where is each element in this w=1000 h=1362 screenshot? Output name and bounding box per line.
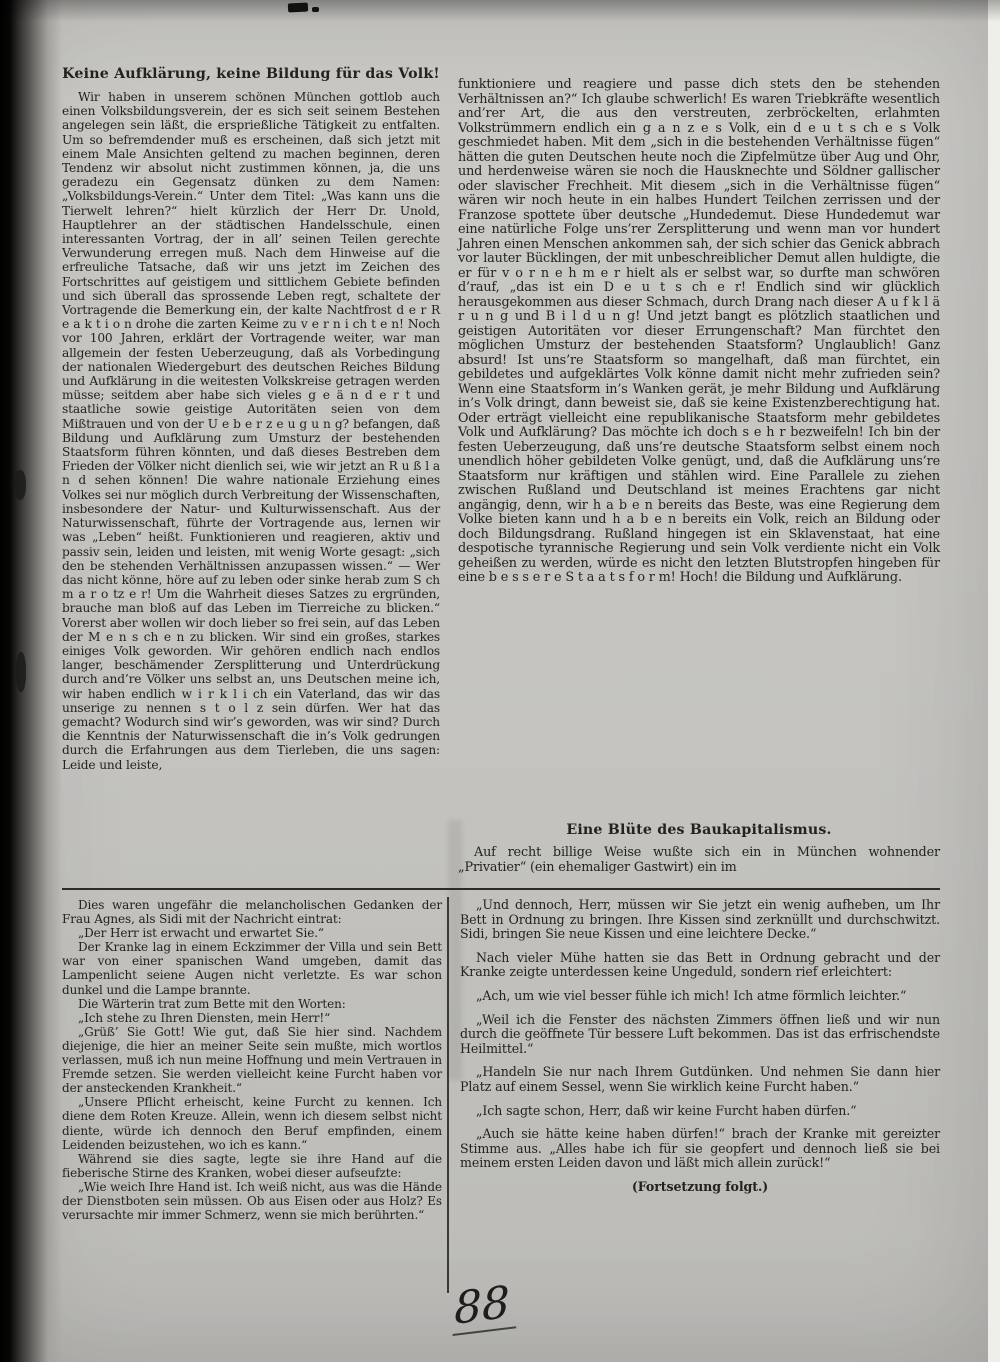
- serial-paragraph: „Ich sagte schon, Herr, daß wir keine Furcht haben dürfen.“: [476, 1102, 857, 1118]
- ink-speck: [288, 2, 308, 12]
- serial-paragraph: „Auch sie hätte keine haben dürfen!“ brach der Kranke mit gereizter Stimme aus. „Alles habe ich für sie geopfert und dennoch ließ sie bei meinem ersten Leiden davon und läßt mich allein zurück!“: [460, 1126, 940, 1171]
- serial-paragraph: Die Wärterin trat zum Bette mit den Worten:: [78, 996, 346, 1011]
- serial-paragraph: „Und dennoch, Herr, müssen wir Sie jetzt ein wenig aufheben, um Ihr Bett in Ordnung zu bringen. Ihre Kissen sind zerknüllt und durchschwitzt. Sidi, bringen Sie neue Kissen und eine leichtere Decke.“: [460, 897, 940, 942]
- second-article-title: Eine Blüte des Baukapitalismus.: [566, 822, 832, 838]
- serial-paragraph: „Unsere Pflicht erheischt, keine Furcht zu kennen. Ich diene dem Roten Kreuze. Allein, wenn ich diesem selbst nicht diente, würde ich dennoch den Beruf empfinden, einem Leidenden beizustehen, wo ich es kann.“: [62, 1095, 442, 1152]
- serial-paragraph: Der Kranke lag in einem Eckzimmer der Villa und sein Bett war von einer spanischen Wand umgeben, damit das Lampenlicht seiene Augen nicht verletzte. Es war schon dunkel und die Lampe brannte.: [62, 940, 442, 997]
- binding-blot: [14, 470, 26, 500]
- column-divider-rule: [447, 897, 449, 1293]
- serial-paragraph: Dies waren ungefähr die melancholischen Gedanken der Frau Agnes, als Sidi mit der Nachricht eintrat:: [62, 898, 442, 927]
- page-right-edge: [988, 0, 1000, 1362]
- scan-top-shadow: [0, 0, 1000, 22]
- serial-paragraph: „Ich stehe zu Ihren Diensten, mein Herr!“: [78, 1010, 331, 1025]
- serial-paragraph: „Handeln Sie nur nach Ihrem Gutdünken. Und nehmen Sie dann hier Platz auf einem Sessel, wenn Sie wirklich keine Furcht haben.“: [460, 1064, 940, 1094]
- lead-article-column-1: Wir haben in unserem schönen München gottlob auch einen Volksbildungsverein, der es sich seit seinem Bestehen angelegen sein läßt, die ersprießliche Tätigkeit zu entfalten. Um so befremdender muß es erscheinen, daß sich jetzt mit einem Male Ansichten geltend zu machen beginnen, deren Tendenz wir absolut nicht zustimmen können, ja, die uns geradezu ein Gegensatz dünken zu dem Namen: „Volksbildungs-Verein.“ Unter dem Titel: „Was kann uns die Tierwelt lehren?“ hielt kürzlich der Herr Dr. Unold, Hauptlehrer an der städtischen Handelsschule, einen interessanten Vortrag, der in all’ seinen Teilen gerechte Verwunderung erregen muß. Nach dem Hinweise auf die erfreuliche Tatsache, daß wir uns jetzt im Zeichen des Fortschrittes auf geistigem und sittlichem Gebiete befinden und sich überall das sprossende Leben regt, schaltete der Vortragende die Bemerkung ein, der kalte Nachtfrost d e r R e a k t i o n drohe die zarten Keime zu v e r n i ch t e n! Noch vor 100 Jahren, erklärt der Vortragende weiter, war man allgemein der festen Ueberzeugung, daß als Vorbedingung der nationalen Wiedergeburt des deutschen Reiches Bildung und Aufklärung in die weitesten Volkskreise getragen werden müsse; seitdem aber habe sich vieles g e ä n d e r t und staatliche sowie geistige Autoritäten seien von dem Mißtrauen und von der U e b e r z e u g u n g? befangen, daß Bildung und Aufklärung zum Umsturz der bestehenden Staatsform führen könnten, und daß dieses Bestreben dem Frieden der Völker nicht dienlich sei, wie wir jetzt an R u ß l a n d sehen können! Die wahre nationale Erziehung eines Volkes sei nur möglich durch Verbreitung der Wissenschaften, insbesondere der Natur- und Kulturwissenschaft. Aus der Naturwissenschaft, führte der Vortragende aus, lernen wir was „Leben“ heißt. Funktionieren und reagieren, aktiv und passiv sein, leiden und leisten, mit wenig Worte gesagt: „sich den be stehenden Verhältnissen anzupassen wissen.“ — Wer das nicht könne, höre auf zu leben oder sinke herab zum S ch m a r o tz e r! Um die Wahrheit dieses Satzes zu ergründen, brauche man bloß auf das Leben im Tierreiche zu blicken.“ Vorerst aber wollen wir doch lieber so frei sein, auf das Leben der M e n s ch e n zu blicken. Wir sind ein großes, starkes einiges Volk geworden. Wir gehören endlich nach endlos langer, beschämender Zersplitterung und Unterdrückung durch and’re Völker uns selbst an, uns Deutschen meine ich, wir haben endlich w i r k l i ch ein Vaterland, das wir das unserige zu nennen s t o l z sein dürfen. Wer hat das gemacht? Wodurch sind wir’s geworden, was wir sind? Durch die Kenntnis der Naturwissenschaft die in’s Volk gedrungen durch die Erfahrungen aus dem Tierleben, die uns sagen: Leide und leiste,: [62, 90, 440, 772]
- serial-paragraph: Nach vieler Mühe hatten sie das Bett in Ordnung gebracht und der Kranke zeigte unterdessen keine Ungeduld, sondern rief erleichtert:: [460, 949, 940, 980]
- second-article-opening: Auf recht billige Weise wußte sich ein in München wohnender „Privatier“ (ein ehemaliger Gastwirt) ein im: [458, 845, 940, 875]
- serial-paragraph: Während sie dies sagte, legte sie ihre Hand auf die fieberische Stirne des Kranken, wobei dieser aufseufzte:: [62, 1151, 442, 1180]
- continuation-notice: (Fortsetzung folgt.): [631, 1178, 769, 1194]
- binding-blot: [16, 652, 26, 692]
- serial-paragraph: „Weil ich die Fenster des nächsten Zimmers öffnen ließ und wir nun durch die geöffnete Tür bessere Luft bekommen. Das ist das erfrischendste Heilmittel.“: [460, 1011, 940, 1056]
- feuilleton-divider-rule: [62, 888, 940, 890]
- ink-speck: [312, 7, 319, 12]
- lead-article-column-2: funktioniere und reagiere und passe dich stets den be stehenden Verhältnissen an?“ Ich glaube schwerlich! Es waren Triebkräfte wesentlich and’rer Art, die aus den verstreuten, zerbröckelten, erlahmten Volkstrümmern endlich ein g a n z e s Volk, ein d e u t s ch e s Volk geschmiedet haben. Mit dem „sich in die bestehenden Verhältnisse fügen“ hätten die guten Deutschen heute noch die Zipfelmütze über Aug und Ohr, und herdenweise wären sie noch die Hausknechte und Söldner gallischer oder slavischer Frechheit. Mit diesem „sich in die Verhältnisse fügen“ wären wir noch heute in ein halbes Hundert Teilchen zerrissen und der Franzose spottete über deutsche „Hundedemut. Diese Hundedemut war eine natürliche Folge uns’rer Zersplitterung und wenn man vor hundert Jahren einen Menschen ankommen sah, der sich schier das Genick abbrach vor lauter Bücklingen, der mit unbeschreiblicher Demut allen huldigte, die er für v o r n e h m e r hielt als er selbst war, so durfte man schwören d’rauf, „das ist ein D e u t s ch e r! Endlich sind wir glücklich herausgekommen aus dieser Schmach, durch Drang nach dieser A u f k l ä r u n g und B i l d u n g! Und jetzt bangt es plötzlich staatlichen und geistigen Autoritäten vor dieser Errungenschaft? Man fürchtet den möglichen Umsturz der bestehenden Staatsform? Unglaublich! Ganz absurd! Ist uns’re Staatsform so mangelhaft, daß man fürchtet, ein gebildetes und aufgeklärtes Volk könne damit nicht mehr zufrieden sein? Wenn eine Staatsform in’s Wanken gerät, je mehr Bildung und Aufklärung in’s Volk dringt, dann beweist sie, daß sie keine Existenzberechtigung hat. Oder erträgt vielleicht eine republikanische Staatsform mehr gebildetes Volk und Aufklärung? Das möchte ich doch s e h r bezweifeln! Ich bin der festen Ueberzeugung, daß uns’re deutsche Staatsform selbst einem noch unendlich höher gebildeten Volke genügt, und, daß die Aufklärung uns’re Staatsform nur kräftigen und stählen wird. Eine Parallele zu ziehen zwischen Rußland und Deutschland ist meines Erachtens gar nicht angängig, denn, wir h a b e n bereits das Beste, was eine Regierung dem Volke bieten kann und h a b e n bereits ein Volk, reich an Bildung oder doch Bildungsdrang. Rußland hingegen ist ein Sklavenstaat, hat eine despotische tyrannische Regierung und sein Volk verdiente nicht ein Volk geheißen zu werden, würde es nicht den letzten Blutstropfen hingeben für eine b e s s e r e S t a a t s f o r m! Hoch! die Bildung und Aufklärung.: [458, 77, 940, 585]
- serial-right-column: [460, 898, 940, 1204]
- handwritten-page-number: 88: [452, 1280, 516, 1336]
- lead-article-title: Keine Aufklärung, keine Bildung für das Volk!: [62, 66, 440, 82]
- serial-paragraph: „Der Herr ist erwacht und erwartet Sie.“: [78, 926, 324, 941]
- serial-left-column: [62, 898, 442, 1222]
- serial-paragraph: „Wie weich Ihre Hand ist. Ich weiß nicht, aus was die Hände der Dienstboten sein müssen. Ob aus Eisen oder aus Holz? Es verursachte mir immer Schmerz, wenn sie mich berührten.“: [62, 1179, 442, 1223]
- book-binding-shadow: [0, 0, 62, 1362]
- serial-paragraph: „Grüß’ Sie Gott! Wie gut, daß Sie hier sind. Nachdem diejenige, die hier an meiner Seite sein mußte, mich wortlos verlassen, muß ich nun meine Hoffnung und mein Vertrauen in Fremde setzen. Sie werden vielleicht keine Furcht haben vor der ansteckenden Krankheit.“: [62, 1024, 442, 1096]
- serial-paragraph: „Ach, um wie viel besser fühle ich mich! Ich atme förmlich leichter.“: [476, 987, 907, 1003]
